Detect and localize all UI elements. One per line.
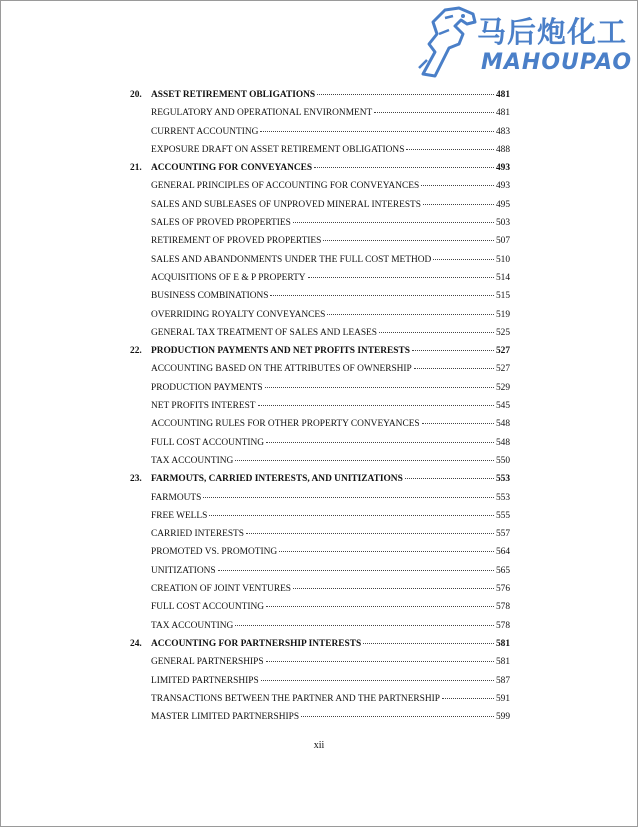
toc-page-number: 481 bbox=[495, 108, 510, 119]
toc-page-number: 545 bbox=[495, 401, 510, 412]
toc-page-number: 578 bbox=[495, 602, 510, 613]
dot-leader bbox=[314, 166, 494, 168]
toc-chapter-row[interactable] bbox=[130, 159, 510, 177]
toc-entry-title: PRODUCTION PAYMENTS AND NET PROFITS INTERESTS bbox=[151, 346, 410, 357]
toc-section-row[interactable] bbox=[130, 617, 510, 635]
toc-page-number: 555 bbox=[495, 510, 510, 521]
dot-leader bbox=[327, 313, 494, 315]
toc-page-number: 564 bbox=[495, 547, 510, 558]
toc-entry-title: TAX ACCOUNTING bbox=[151, 455, 234, 466]
watermark-english-text: MAHOUPAO bbox=[481, 50, 633, 75]
toc-section-row[interactable] bbox=[130, 104, 510, 122]
toc-section-row[interactable] bbox=[130, 598, 510, 616]
toc-page-number: 587 bbox=[495, 675, 510, 686]
toc-entry-title: FREE WELLS bbox=[151, 510, 208, 521]
toc-section-row[interactable] bbox=[130, 123, 510, 141]
toc-entry-title: LIMITED PARTNERSHIPS bbox=[151, 675, 259, 686]
toc-page-number: 581 bbox=[495, 657, 510, 668]
dot-leader bbox=[293, 587, 494, 589]
dot-leader bbox=[423, 203, 494, 205]
toc-page-number: 591 bbox=[495, 693, 510, 704]
watermark-logo bbox=[415, 4, 637, 80]
dot-leader bbox=[260, 130, 494, 132]
toc-section-row[interactable] bbox=[130, 397, 510, 415]
toc-entry-title: NET PROFITS INTEREST bbox=[151, 401, 256, 412]
toc-page-number: 514 bbox=[495, 272, 510, 283]
page-number: xii bbox=[313, 740, 325, 751]
toc-entry-title: OVERRIDING ROYALTY CONVEYANCES bbox=[151, 309, 326, 320]
toc-page-number: 576 bbox=[495, 584, 510, 595]
dot-leader bbox=[405, 477, 494, 479]
toc-entry-title: CARRIED INTERESTS bbox=[151, 529, 244, 540]
toc-section-row[interactable] bbox=[130, 653, 510, 671]
dot-leader bbox=[317, 93, 494, 95]
toc-page-number: 488 bbox=[495, 144, 510, 155]
toc-page-number: 493 bbox=[495, 163, 510, 174]
toc-page-number: 529 bbox=[495, 382, 510, 393]
toc-page-number: 493 bbox=[495, 181, 510, 192]
toc-entry-title: ASSET RETIREMENT OBLIGATIONS bbox=[151, 90, 316, 100]
dot-leader bbox=[261, 679, 494, 681]
toc-section-row[interactable] bbox=[130, 214, 510, 232]
toc-page-number: 548 bbox=[495, 437, 510, 448]
dot-leader bbox=[406, 148, 494, 150]
toc-entry-title: ACCOUNTING FOR PARTNERSHIP INTERESTS bbox=[151, 638, 362, 649]
toc-page-number: 495 bbox=[495, 199, 510, 210]
toc-section-row[interactable] bbox=[130, 269, 510, 287]
dot-leader bbox=[258, 404, 494, 406]
toc-page-number: 527 bbox=[495, 346, 510, 357]
toc-page-number: 507 bbox=[495, 236, 510, 247]
dot-leader bbox=[218, 569, 494, 571]
toc-page-number: 527 bbox=[495, 364, 510, 375]
toc-section-row[interactable] bbox=[130, 379, 510, 397]
dot-leader bbox=[266, 441, 494, 443]
dot-leader bbox=[374, 111, 494, 113]
toc-entry-title: CREATION OF JOINT VENTURES bbox=[151, 584, 292, 595]
toc-section-row[interactable] bbox=[130, 580, 510, 598]
toc-page-number: 553 bbox=[495, 492, 510, 503]
toc-page-number: 519 bbox=[495, 309, 510, 320]
dot-leader bbox=[266, 660, 494, 662]
dot-leader bbox=[421, 184, 494, 186]
toc-entry-title: TRANSACTIONS BETWEEN THE PARTNER AND THE PARTNERSHIP bbox=[151, 693, 440, 704]
toc-section-row[interactable] bbox=[130, 415, 510, 433]
toc-entry-title: FARMOUTS bbox=[151, 492, 202, 503]
dot-leader bbox=[266, 605, 494, 607]
toc-entry-title: GENERAL PRINCIPLES OF ACCOUNTING FOR CONVEYANCES bbox=[151, 181, 420, 192]
chapter-number: 20. bbox=[130, 90, 142, 100]
toc-chapter-row[interactable] bbox=[130, 635, 510, 653]
dot-leader bbox=[235, 459, 494, 461]
toc-entry-title: SALES OF PROVED PROPERTIES bbox=[151, 218, 291, 229]
toc-entry-title: EXPOSURE DRAFT ON ASSET RETIREMENT OBLIGATIONS bbox=[151, 144, 405, 155]
toc-entry-title: SALES AND SUBLEASES OF UNPROVED MINERAL INTERESTS bbox=[151, 199, 421, 210]
toc-section-row[interactable] bbox=[130, 251, 510, 269]
dot-leader bbox=[442, 697, 494, 699]
toc-entry-title: FULL COST ACCOUNTING bbox=[151, 437, 265, 448]
toc-page-number: 510 bbox=[495, 254, 510, 265]
toc-entry-title: ACCOUNTING RULES FOR OTHER PROPERTY CONVEYANCES bbox=[151, 419, 420, 430]
toc-entry-title: RETIREMENT OF PROVED PROPERTIES bbox=[151, 236, 322, 247]
toc-section-row[interactable] bbox=[130, 708, 510, 726]
toc-section-row[interactable] bbox=[130, 672, 510, 690]
toc-section-row[interactable] bbox=[130, 196, 510, 214]
toc-page-number: 565 bbox=[495, 565, 510, 576]
toc-entry-title: BUSINESS COMBINATIONS bbox=[151, 291, 269, 302]
toc-entry-title: TAX ACCOUNTING bbox=[151, 620, 234, 631]
toc-entry-title: GENERAL TAX TREATMENT OF SALES AND LEASES bbox=[151, 327, 377, 338]
dot-leader bbox=[323, 239, 494, 241]
toc-section-row[interactable] bbox=[130, 434, 510, 452]
toc-section-row[interactable] bbox=[130, 489, 510, 507]
toc-section-row[interactable] bbox=[130, 543, 510, 561]
toc-entry-title: FARMOUTS, CARRIED INTERESTS, AND UNITIZATIONS bbox=[151, 474, 403, 485]
dot-leader bbox=[301, 715, 494, 717]
toc-page-number: 515 bbox=[495, 291, 510, 302]
toc-entry-title: SALES AND ABANDONMENTS UNDER THE FULL COST METHOD bbox=[151, 254, 432, 265]
toc-entry-title: PRODUCTION PAYMENTS bbox=[151, 382, 263, 393]
toc-page-number: 483 bbox=[495, 126, 510, 137]
toc-entry-title: ACCOUNTING BASED ON THE ATTRIBUTES OF OWNERSHIP bbox=[151, 364, 412, 375]
chapter-number: 21. bbox=[130, 163, 142, 174]
dot-leader bbox=[414, 367, 494, 369]
toc-section-row[interactable] bbox=[130, 306, 510, 324]
toc-chapter-row[interactable] bbox=[130, 86, 510, 104]
table-of-contents bbox=[130, 86, 510, 726]
toc-page-number: 599 bbox=[495, 712, 510, 723]
toc-entry-title: UNITIZATIONS bbox=[151, 565, 216, 576]
toc-section-row[interactable] bbox=[130, 360, 510, 378]
toc-entry-title: ACQUISITIONS OF E & P PROPERTY bbox=[151, 272, 306, 283]
toc-entry-title: REGULATORY AND OPERATIONAL ENVIRONMENT bbox=[151, 108, 373, 119]
toc-entry-title: ACCOUNTING FOR CONVEYANCES bbox=[151, 163, 313, 174]
toc-page-number: 481 bbox=[495, 90, 510, 100]
dot-leader bbox=[363, 642, 494, 644]
dot-leader bbox=[265, 386, 494, 388]
toc-section-row[interactable] bbox=[130, 324, 510, 342]
toc-page-number: 557 bbox=[495, 529, 510, 540]
chapter-number: 22. bbox=[130, 346, 142, 357]
dot-leader bbox=[203, 496, 494, 498]
toc-section-row[interactable] bbox=[130, 525, 510, 543]
toc-entry-title: CURRENT ACCOUNTING bbox=[151, 126, 259, 137]
toc-page-number: 578 bbox=[495, 620, 510, 631]
toc-entry-title: MASTER LIMITED PARTNERSHIPS bbox=[151, 712, 300, 723]
dot-leader bbox=[235, 624, 494, 626]
toc-page-number: 548 bbox=[495, 419, 510, 430]
chapter-number: 23. bbox=[130, 474, 142, 485]
dot-leader bbox=[422, 422, 494, 424]
dot-leader bbox=[246, 532, 494, 534]
toc-section-row[interactable] bbox=[130, 452, 510, 470]
dot-leader bbox=[293, 221, 494, 223]
dot-leader bbox=[279, 550, 494, 552]
toc-page-number: 581 bbox=[495, 638, 510, 649]
toc-section-row[interactable] bbox=[130, 141, 510, 159]
toc-chapter-row[interactable] bbox=[130, 470, 510, 488]
dot-leader bbox=[308, 276, 494, 278]
horse-logo-icon bbox=[415, 4, 485, 80]
toc-entry-title: FULL COST ACCOUNTING bbox=[151, 602, 265, 613]
toc-page-number: 550 bbox=[495, 455, 510, 466]
chapter-number: 24. bbox=[130, 638, 142, 649]
toc-page-number: 525 bbox=[495, 327, 510, 338]
toc-entry-title: GENERAL PARTNERSHIPS bbox=[151, 657, 264, 668]
toc-section-row[interactable] bbox=[130, 287, 510, 305]
toc-section-row[interactable] bbox=[130, 507, 510, 525]
toc-entry-title: PROMOTED VS. PROMOTING bbox=[151, 547, 278, 558]
watermark-chinese-text: 马后炮化工 bbox=[477, 15, 628, 49]
dot-leader bbox=[433, 258, 494, 260]
dot-leader bbox=[412, 349, 494, 351]
toc-page-number: 503 bbox=[495, 218, 510, 229]
toc-section-row[interactable] bbox=[130, 232, 510, 250]
toc-section-row[interactable] bbox=[130, 690, 510, 708]
dot-leader bbox=[270, 294, 493, 296]
toc-chapter-row[interactable] bbox=[130, 342, 510, 360]
toc-section-row[interactable] bbox=[130, 177, 510, 195]
dot-leader bbox=[209, 514, 494, 516]
dot-leader bbox=[379, 331, 494, 333]
toc-section-row[interactable] bbox=[130, 562, 510, 580]
toc-page-number: 553 bbox=[495, 474, 510, 485]
